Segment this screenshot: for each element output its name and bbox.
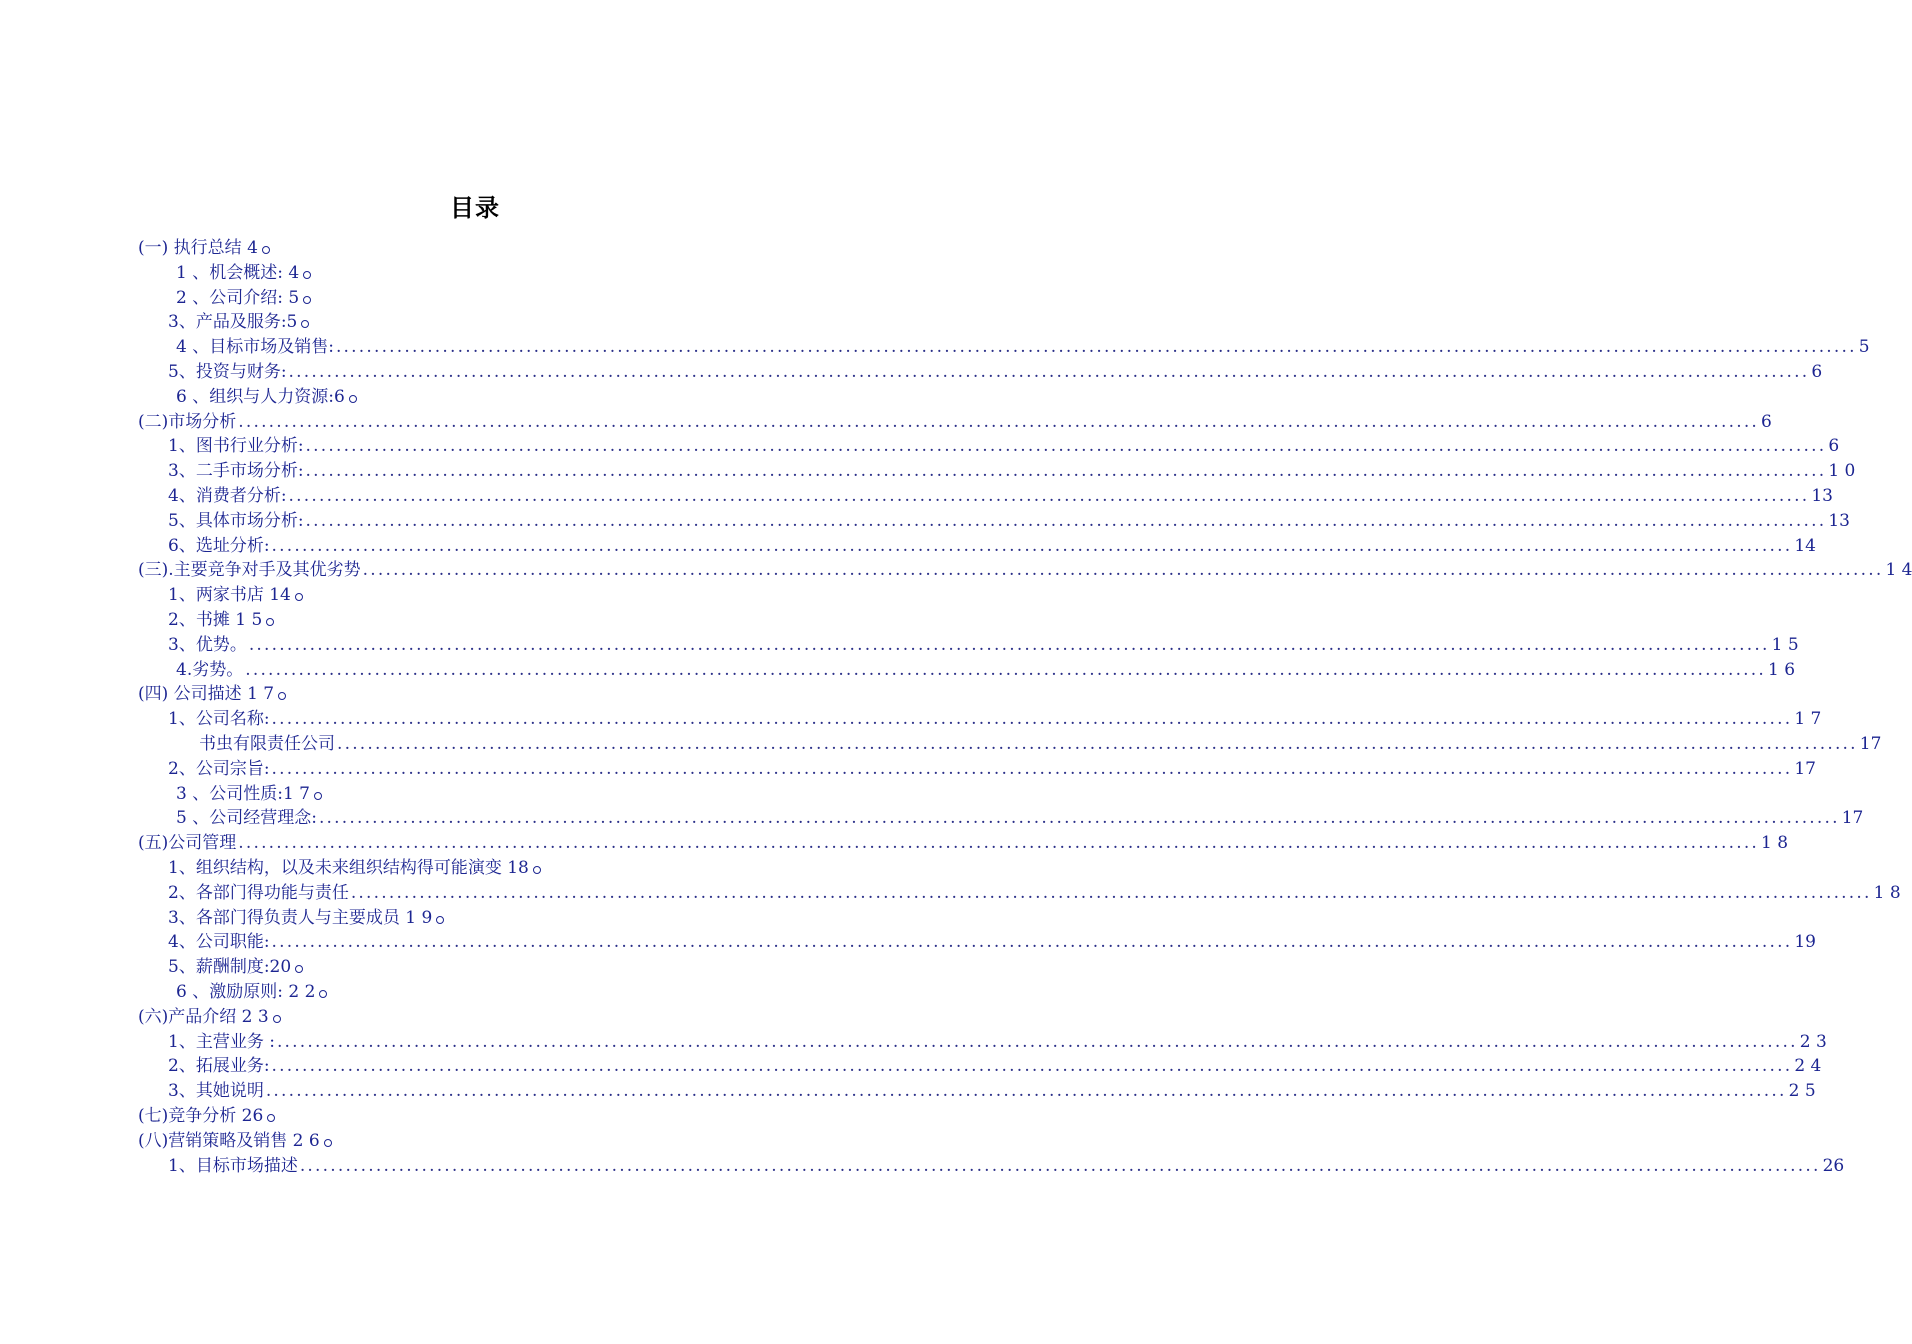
toc-page-number: 17: [1859, 734, 1882, 754]
toc-entry[interactable]: [168, 757, 1816, 782]
toc-page-number: 13: [1811, 486, 1833, 506]
toc-entry-label: 2、公司宗旨:: [168, 758, 270, 779]
dot-leader: ........................................................................................................................................................................................................: [245, 659, 1766, 680]
toc-entry[interactable]: [138, 558, 1912, 583]
toc-page-number: 1 8: [1761, 833, 1789, 854]
dot-leader: ........................................................................................................................................................................................................: [305, 436, 1827, 457]
toc-entry[interactable]: [138, 410, 1772, 435]
toc-entry-label: 5、薪酬制度:20: [168, 957, 292, 978]
dot-leader: ........................................................................................................................................................................................................: [299, 1155, 1821, 1176]
dot-leader: ........................................................................................................................................................................................................: [276, 1031, 1798, 1052]
toc-entry-label: 3、各部门得负责人与主要成员 1 9: [168, 907, 433, 928]
toc-page-number: 17: [1794, 758, 1816, 779]
dot-leader: ........................................................................................................................................................................................................: [350, 882, 1872, 903]
toc-entry[interactable]: [176, 261, 311, 286]
dot-leader: ........................................................................................................................................................................................................: [288, 362, 1810, 382]
toc-entry-label: 5 、公司经营理念:: [176, 808, 317, 829]
toc-page-number: 1 5: [1771, 634, 1799, 655]
circle-bullet-icon: [266, 618, 274, 626]
toc-entry-label: 4、公司职能:: [168, 932, 270, 953]
toc-page-number: 1 7: [1794, 709, 1822, 730]
dot-leader: ........................................................................................................................................................................................................: [271, 709, 1793, 730]
toc-entry-label: 书虫有限责任公司: [199, 734, 335, 754]
toc-page-number: 6: [1811, 362, 1823, 382]
toc-entry-label: 2 、公司介绍: 5: [176, 287, 300, 308]
toc-entry-label: 4 、目标市场及销售:: [176, 337, 334, 358]
toc-entry-label: 6 、激励原则: 2 2: [176, 982, 316, 1002]
circle-bullet-icon: [319, 990, 327, 998]
toc-page-number: 14: [1794, 535, 1816, 556]
circle-bullet-icon: [533, 866, 541, 874]
dot-leader: ........................................................................................................................................................................................................: [337, 734, 1858, 754]
dot-leader: ........................................................................................................................................................................................................: [238, 411, 1760, 432]
circle-bullet-icon: [314, 792, 322, 800]
toc-entry-label: 5、投资与财务:: [168, 362, 287, 382]
toc-entry-label: 3、产品及服务:5: [168, 312, 298, 333]
toc-page-number: 2 5: [1788, 1081, 1816, 1102]
page-title: 目录: [450, 193, 500, 222]
toc-entry[interactable]: [168, 930, 1816, 955]
toc-entry-label: 1、两家书店 14: [168, 585, 291, 606]
toc-page-number: 2 3: [1799, 1031, 1827, 1052]
toc-page-number: 1 8: [1873, 882, 1901, 903]
toc-entry[interactable]: [138, 1005, 281, 1030]
circle-bullet-icon: [303, 296, 311, 304]
toc-entry[interactable]: [176, 385, 357, 410]
toc-entry[interactable]: [168, 881, 1901, 906]
toc-entry[interactable]: [138, 1129, 332, 1154]
toc-page-number: 17: [1841, 808, 1864, 829]
toc-entry[interactable]: [168, 484, 1833, 509]
dot-leader: ........................................................................................................................................................................................................: [271, 758, 1793, 779]
circle-bullet-icon: [262, 246, 270, 254]
toc-entry[interactable]: [168, 434, 1840, 459]
dot-leader: ........................................................................................................................................................................................................: [238, 833, 1760, 854]
dot-leader: ........................................................................................................................................................................................................: [305, 461, 1827, 482]
toc-entry[interactable]: [168, 707, 1822, 732]
toc-entry-label: 1 、机会概述: 4: [176, 262, 300, 283]
dot-leader: ........................................................................................................................................................................................................: [271, 535, 1793, 556]
circle-bullet-icon: [303, 271, 311, 279]
circle-bullet-icon: [267, 1114, 275, 1122]
toc-entry[interactable]: [168, 459, 1856, 484]
toc-entry-label: 1、目标市场描述: [168, 1155, 298, 1176]
circle-bullet-icon: [273, 1015, 281, 1023]
dot-leader: ........................................................................................................................................................................................................: [271, 1056, 1793, 1077]
toc-entry-label: 2、各部门得功能与责任: [168, 882, 349, 903]
circle-bullet-icon: [295, 593, 303, 601]
toc-entry[interactable]: [168, 906, 444, 931]
toc-entry[interactable]: [138, 1104, 275, 1129]
toc-entry-label: 6、选址分析:: [168, 535, 270, 556]
toc-entry[interactable]: [176, 286, 311, 311]
circle-bullet-icon: [301, 320, 309, 328]
toc-entry[interactable]: [138, 236, 270, 261]
toc-page-number: 1 6: [1768, 659, 1796, 680]
toc-page-number: 1 4: [1885, 560, 1912, 581]
toc-entry[interactable]: [176, 658, 1796, 683]
toc-entry-label: 5、具体市场分析:: [168, 510, 304, 531]
toc-entry-label: 4、消费者分析:: [168, 486, 287, 506]
toc-entry[interactable]: [199, 732, 1882, 757]
toc-entry-label: (七)竞争分析 26: [138, 1106, 264, 1126]
toc-entry-label: 3、二手市场分析:: [168, 461, 304, 482]
toc-page-number: 6: [1828, 436, 1840, 457]
toc-entry-label: 3、其她说明: [168, 1081, 264, 1102]
toc-entry[interactable]: [168, 955, 303, 980]
dot-leader: ........................................................................................................................................................................................................: [288, 486, 1810, 506]
toc-entry[interactable]: [168, 633, 1799, 658]
toc-entry-label: 1、图书行业分析:: [168, 436, 304, 457]
toc-entry-label: 2、拓展业务:: [168, 1056, 270, 1077]
toc-entry[interactable]: [176, 806, 1864, 831]
toc-page-number: 2 4: [1794, 1056, 1822, 1077]
toc-page-number: 1 0: [1828, 461, 1856, 482]
toc-entry[interactable]: [168, 534, 1816, 559]
toc-entry-label: 1、主营业务 :: [168, 1031, 275, 1052]
toc-entry-label: 3 、公司性质:1 7: [176, 783, 310, 804]
toc-page-number: 13: [1828, 510, 1850, 531]
circle-bullet-icon: [436, 916, 444, 924]
toc-entry[interactable]: [176, 782, 322, 807]
toc-entry[interactable]: [176, 335, 1870, 360]
toc-entry[interactable]: [138, 682, 286, 707]
dot-leader: ........................................................................................................................................................................................................: [248, 634, 1770, 655]
circle-bullet-icon: [295, 965, 303, 973]
toc-page-number: 6: [1761, 411, 1772, 432]
toc-entry-label: (四) 公司描述 1 7: [138, 684, 275, 705]
toc-page-number: 5: [1858, 337, 1870, 358]
dot-leader: ........................................................................................................................................................................................................: [362, 560, 1884, 581]
toc-entry[interactable]: [168, 1079, 1816, 1104]
toc-entry-label: (二)市场分析: [138, 411, 237, 432]
toc-entry[interactable]: [138, 831, 1789, 856]
toc-entry-label: 4.劣势。: [176, 659, 244, 680]
toc-entry-label: (八)营销策略及销售 2 6: [138, 1130, 320, 1151]
dot-leader: ........................................................................................................................................................................................................: [265, 1081, 1787, 1102]
toc-entry[interactable]: [168, 856, 541, 881]
toc-page-number: 19: [1794, 932, 1816, 953]
toc-entry-label: (一) 执行总结 4: [138, 238, 258, 258]
dot-leader: ........................................................................................................................................................................................................: [335, 337, 1857, 358]
toc-page-number: 26: [1822, 1155, 1845, 1176]
toc-entry-label: (五)公司管理: [138, 833, 237, 854]
circle-bullet-icon: [349, 395, 357, 403]
circle-bullet-icon: [278, 692, 286, 700]
toc-entry[interactable]: [176, 980, 327, 1005]
dot-leader: ........................................................................................................................................................................................................: [271, 932, 1793, 953]
dot-leader: ........................................................................................................................................................................................................: [318, 808, 1840, 829]
toc-entry-label: (六)产品介绍 2 3: [138, 1006, 269, 1027]
toc-entry-label: (三).主要竞争对手及其优劣势: [138, 560, 361, 581]
toc-entry-label: 6 、组织与人力资源:6: [176, 386, 345, 407]
toc-entry[interactable]: [168, 360, 1823, 385]
toc-entry[interactable]: [168, 1030, 1827, 1055]
toc-entry-label: 3、优势。: [168, 634, 247, 655]
toc-entry[interactable]: [168, 1054, 1822, 1079]
toc-entry-label: 1、公司名称:: [168, 709, 270, 730]
toc-entry[interactable]: [168, 608, 274, 633]
toc-entry[interactable]: [168, 310, 309, 335]
dot-leader: ........................................................................................................................................................................................................: [305, 510, 1827, 531]
toc-entry[interactable]: [168, 1154, 1845, 1179]
toc-entry-label: 1、组织结构，以及未来组织结构得可能演变 18: [168, 858, 529, 878]
toc-entry-label: 2、书摊 1 5: [168, 610, 263, 630]
circle-bullet-icon: [324, 1139, 332, 1147]
toc-entry[interactable]: [168, 583, 303, 608]
toc-entry[interactable]: [168, 509, 1850, 534]
